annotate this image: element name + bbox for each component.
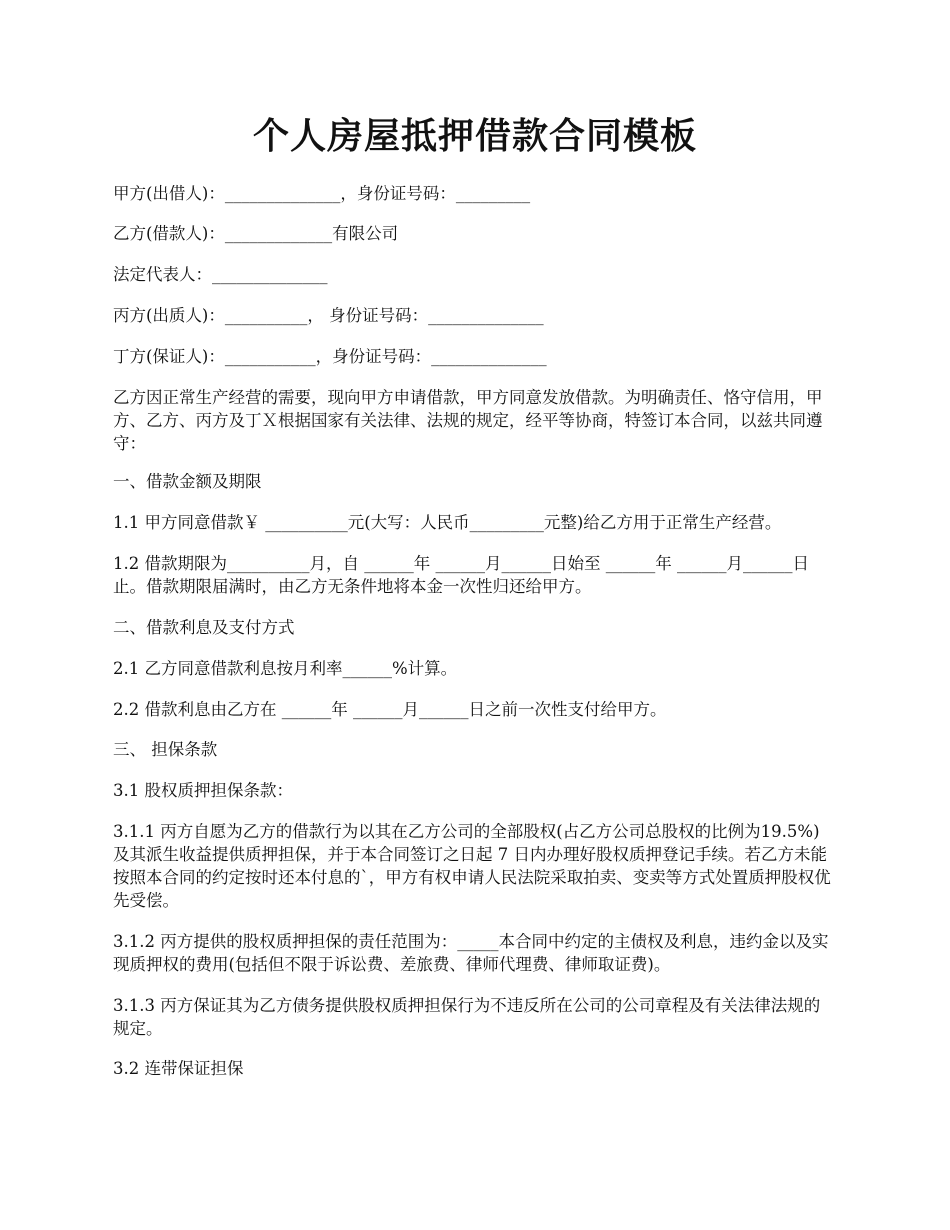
- clause-paragraph: 3.1.1 丙方自愿为乙方的借款行为以其在乙方公司的全部股权(占乙方公司总股权的比例为19.5%)及其派生收益提供质押担保，并于本合同签订之日起 7 日内办理好股权质押登记手续。若乙方未能按照本合同的约定按时还本付息的`，甲方有权申请人民法院采取拍卖、变卖等方式处置质押股权优先受偿。: [113, 822, 831, 910]
- clause-paragraph: 1.2 借款期限为__________月，自 ______年 ______月______日始至 ______年 ______月______日止。借款期限届满时，由乙方无条件地将本金一次性归还给甲方。: [113, 554, 809, 596]
- clause-paragraph: 1.1 甲方同意借款￥ __________元(大写：人民币_________元整)给乙方用于正常生产经营。: [113, 513, 782, 532]
- section-heading: 二、借款利息及支付方式: [113, 618, 295, 637]
- preamble-paragraph: 乙方因正常生产经营的需要，现向甲方申请借款，甲方同意发放借款。为明确责任、恪守信用，甲方、乙方、丙方及丁Ｘ根据国家有关法律、法规的规定，经平等协商，特签订本合同，以兹共同遵守：: [113, 388, 823, 453]
- section-heading: 三、 担保条款: [113, 740, 218, 759]
- clause-paragraph: 3.1.2 丙方提供的股权质押担保的责任范围为：_____本合同中约定的主债权及利息，违约金以及实现质押权的费用(包括但不限于诉讼费、差旅费、律师代理费、律师取证费)。: [113, 932, 829, 974]
- clause-paragraph: 3.1.3 丙方保证其为乙方债务提供股权质押担保行为不违反所在公司的公司章程及有关法律法规的规定。: [113, 996, 821, 1038]
- legal-representative-line: 法定代表人：______________: [113, 265, 328, 284]
- party-d-line: 丁方(保证人)：___________，身份证号码：______________: [113, 347, 547, 366]
- subsection-heading: 3.2 连带保证担保: [113, 1059, 244, 1078]
- clause-paragraph: 2.1 乙方同意借款利息按月利率______%计算。: [113, 659, 458, 678]
- party-a-line: 甲方(出借人)：______________，身份证号码：_________: [113, 184, 531, 203]
- section-heading: 一、借款金额及期限: [113, 472, 262, 491]
- page-title: 个人房屋抵押借款合同模板: [252, 115, 697, 157]
- party-c-line: 丙方(出质人)：__________， 身份证号码：______________: [113, 306, 544, 325]
- subsection-heading: 3.1 股权质押担保条款：: [113, 781, 293, 800]
- party-b-line: 乙方(借款人)：_____________有限公司: [113, 224, 399, 243]
- clause-paragraph: 2.2 借款利息由乙方在 ______年 ______月______日之前一次性支付给甲方。: [113, 700, 667, 719]
